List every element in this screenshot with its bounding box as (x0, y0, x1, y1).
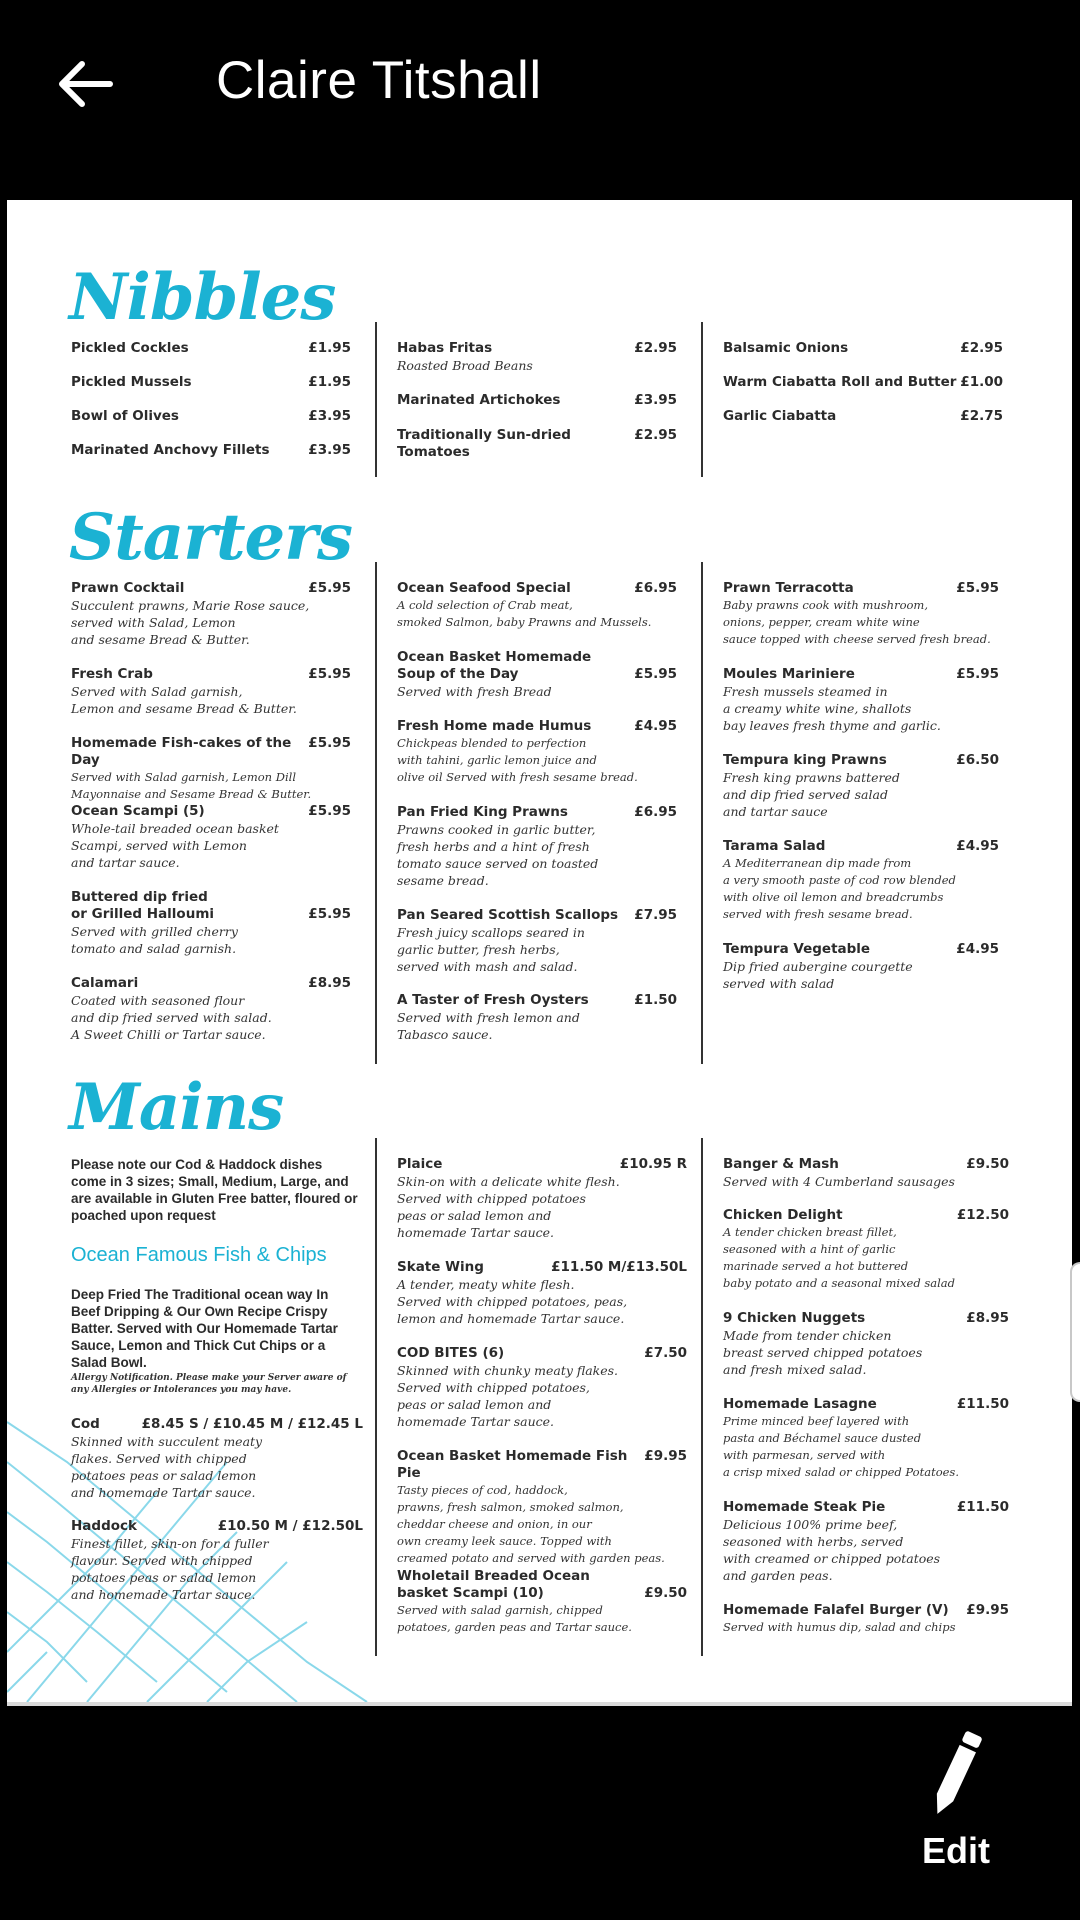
menu-item: Marinated Anchovy Fillets £3.95 (71, 442, 351, 458)
menu-item: 9 Chicken Nuggets £8.95 Made from tender chicken breast served chipped potatoes and fresh mixed salad. (723, 1310, 1009, 1377)
menu-item: Pickled Mussels £1.95 (71, 374, 351, 390)
menu-item: Tarama Salad £4.95 A Mediterranean dip made from a very smooth paste of cod row blended with olive oil lemon and breadcrumbs served with fresh sesame bread. (723, 838, 999, 921)
menu-item: Homemade Fish-cakes of the Day £5.95 Served with Salad garnish, Lemon Dill Mayonnaise and Sesame Bread & Butter. (71, 735, 351, 801)
pencil-icon (930, 1722, 982, 1826)
column-divider (375, 1138, 377, 1656)
menu-item: Wholetail Breaded Ocean basket Scampi (10) £9.50 Served with salad garnish, chipped potatoes, garden peas and Tartar sauce. (397, 1568, 687, 1634)
menu-item: Habas Fritas £2.95 Roasted Broad Beans (397, 340, 677, 373)
back-arrow-icon[interactable] (52, 52, 116, 116)
menu-item: Garlic Ciabatta £2.75 (723, 408, 1003, 424)
column-divider (701, 322, 703, 477)
menu-item: Pickled Cockles £1.95 (71, 340, 351, 356)
nibbles-heading: Nibbles (69, 260, 336, 335)
menu-item: Warm Ciabatta Roll and Butter £1.00 (723, 374, 1003, 390)
side-scroll-handle[interactable] (1070, 1262, 1080, 1402)
contact-name-title: Claire Titshall (216, 51, 542, 110)
column-divider (375, 562, 377, 1064)
menu-item: Pan Seared Scottish Scallops £7.95 Fresh juicy scallops seared in garlic butter, fresh herbs, served with mash and salad. (397, 907, 677, 974)
menu-item: Homemade Falafel Burger (V) £9.95 Served with humus dip, salad and chips (723, 1602, 1009, 1634)
column-divider (701, 562, 703, 1064)
menu-item: Balsamic Onions £2.95 (723, 340, 1003, 356)
menu-item: COD BITES (6) £7.50 Skinned with chunky meaty flakes. Served with chipped potatoes, peas or salad lemon and homemade Tartar sauce. (397, 1345, 687, 1429)
menu-item: Banger & Mash £9.50 Served with 4 Cumberland sausages (723, 1156, 1009, 1189)
menu-item: Calamari £8.95 Coated with seasoned flour and dip fried served with salad. A Sweet Chilli or Tartar sauce. (71, 975, 351, 1042)
allergy-notice: Allergy Notification. Please make your Server aware of any Allergies or Intolerances you may have. (71, 1373, 347, 1395)
menu-item: Ocean Basket Homemade Fish Pie £9.95 Tasty pieces of cod, haddock, prawns, fresh salmon, smoked salmon, cheddar cheese and onion, in our own creamy leek sauce. Topped with creamed potato and served with garden peas. (397, 1448, 687, 1565)
menu-item: Homemade Lasagne £11.50 Prime minced beef layered with pasta and Béchamel sauce dusted with parmesan, served with a crisp mixed salad or chipped Potatoes. (723, 1396, 1009, 1479)
column-divider (701, 1138, 703, 1656)
menu-item: Cod £8.45 S / £10.45 M / £12.45 L Skinned with succulent meaty flakes. Served with chipped potatoes peas or salad lemon and homemade Tartar sauce. (71, 1416, 363, 1500)
menu-item: Fresh Home made Humus £4.95 Chickpeas blended to perfection with tahini, garlic lemon juice and olive oil Served with fresh sesame bread. (397, 718, 677, 784)
menu-item: Ocean Seafood Special £6.95 A cold selection of Crab meat, smoked Salmon, baby Prawns and Mussels. (397, 580, 677, 629)
menu-item: Buttered dip fried or Grilled Halloumi £5.95 Served with grilled cherry tomato and salad garnish. (71, 889, 351, 956)
menu-item: Ocean Scampi (5) £5.95 Whole-tail breaded ocean basket Scampi, served with Lemon and tartar sauce. (71, 803, 351, 870)
menu-item: A Taster of Fresh Oysters £1.50 Served with fresh lemon and Tabasco sauce. (397, 992, 677, 1042)
sizes-note: Please note our Cod & Haddock dishes come in 3 sizes; Small, Medium, Large, and are available in Gluten Free batter, floured or poached upon request (71, 1157, 358, 1223)
mains-heading: Mains (69, 1070, 284, 1145)
menu-item: Prawn Cocktail £5.95 Succulent prawns, Marie Rose sauce, served with Salad, Lemon and sesame Bread & Butter. (71, 580, 351, 647)
menu-item: Traditionally Sun-dried Tomatoes £2.95 (397, 427, 677, 460)
menu-item: Marinated Artichokes £3.95 (397, 392, 677, 408)
starters-heading: Starters (69, 500, 352, 575)
menu-item: Fresh Crab £5.95 Served with Salad garnish, Lemon and sesame Bread & Butter. (71, 666, 351, 716)
menu-item: Bowl of Olives £3.95 (71, 408, 351, 424)
menu-item: Skate Wing £11.50 M/£13.50L A tender, meaty white flesh. Served with chipped potatoes, peas, lemon and homemade Tartar sauce. (397, 1259, 687, 1326)
menu-item: Moules Mariniere £5.95 Fresh mussels steamed in a creamy white wine, shallots bay leaves fresh thyme and garlic. (723, 666, 999, 733)
menu-item: Homemade Steak Pie £11.50 Delicious 100% prime beef, seasoned with herbs, served with creamed or chipped potatoes and garden peas. (723, 1499, 1009, 1583)
menu-item: Tempura king Prawns £6.50 Fresh king prawns battered and dip fried served salad and tartar sauce (723, 752, 999, 819)
menu-item: Tempura Vegetable £4.95 Dip fried aubergine courgette served with salad (723, 941, 999, 991)
menu-item: Prawn Terracotta £5.95 Baby prawns cook with mushroom, onions, pepper, cream white wine sauce topped with cheese served fresh bread. (723, 580, 999, 646)
menu-item: Haddock £10.50 M / £12.50L Finest fillet, skin-on for a fuller flavour. Served with chipped potatoes peas or salad lemon and homemade Tartar sauce. (71, 1518, 363, 1602)
menu-item: Chicken Delight £12.50 A tender chicken breast fillet, seasoned with a hint of garlic marinade served a hot buttered baby potato and a seasonal mixed salad (723, 1207, 1009, 1290)
menu-image[interactable] (7, 200, 1072, 1706)
menu-item: Ocean Basket Homemade Soup of the Day £5.95 Served with fresh Bread (397, 649, 677, 699)
top-app-bar (0, 0, 1080, 200)
column-divider (375, 322, 377, 477)
menu-item: Pan Fried King Prawns £6.95 Prawns cooked in garlic butter, fresh herbs and a hint of fresh tomato sauce served on toasted sesame bread. (397, 804, 677, 888)
menu-item: Plaice £10.95 R Skin-on with a delicate white flesh. Served with chipped potatoes peas or salad lemon and homemade Tartar sauce. (397, 1156, 687, 1240)
nibbles-col-1 (71, 340, 351, 460)
fish-chips-subheading: Ocean Famous Fish & Chips (71, 1244, 327, 1266)
fish-chips-description: Deep Fried The Traditional ocean way In Beef Dripping & Our Own Recipe Crispy Batter. Served with Our Homemade Tartar Sauce, Lemon and Thick Cut Chips or a Salad Bowl. (71, 1287, 338, 1370)
edit-label: Edit (922, 1830, 990, 1871)
edit-button[interactable] (886, 1722, 1026, 1872)
